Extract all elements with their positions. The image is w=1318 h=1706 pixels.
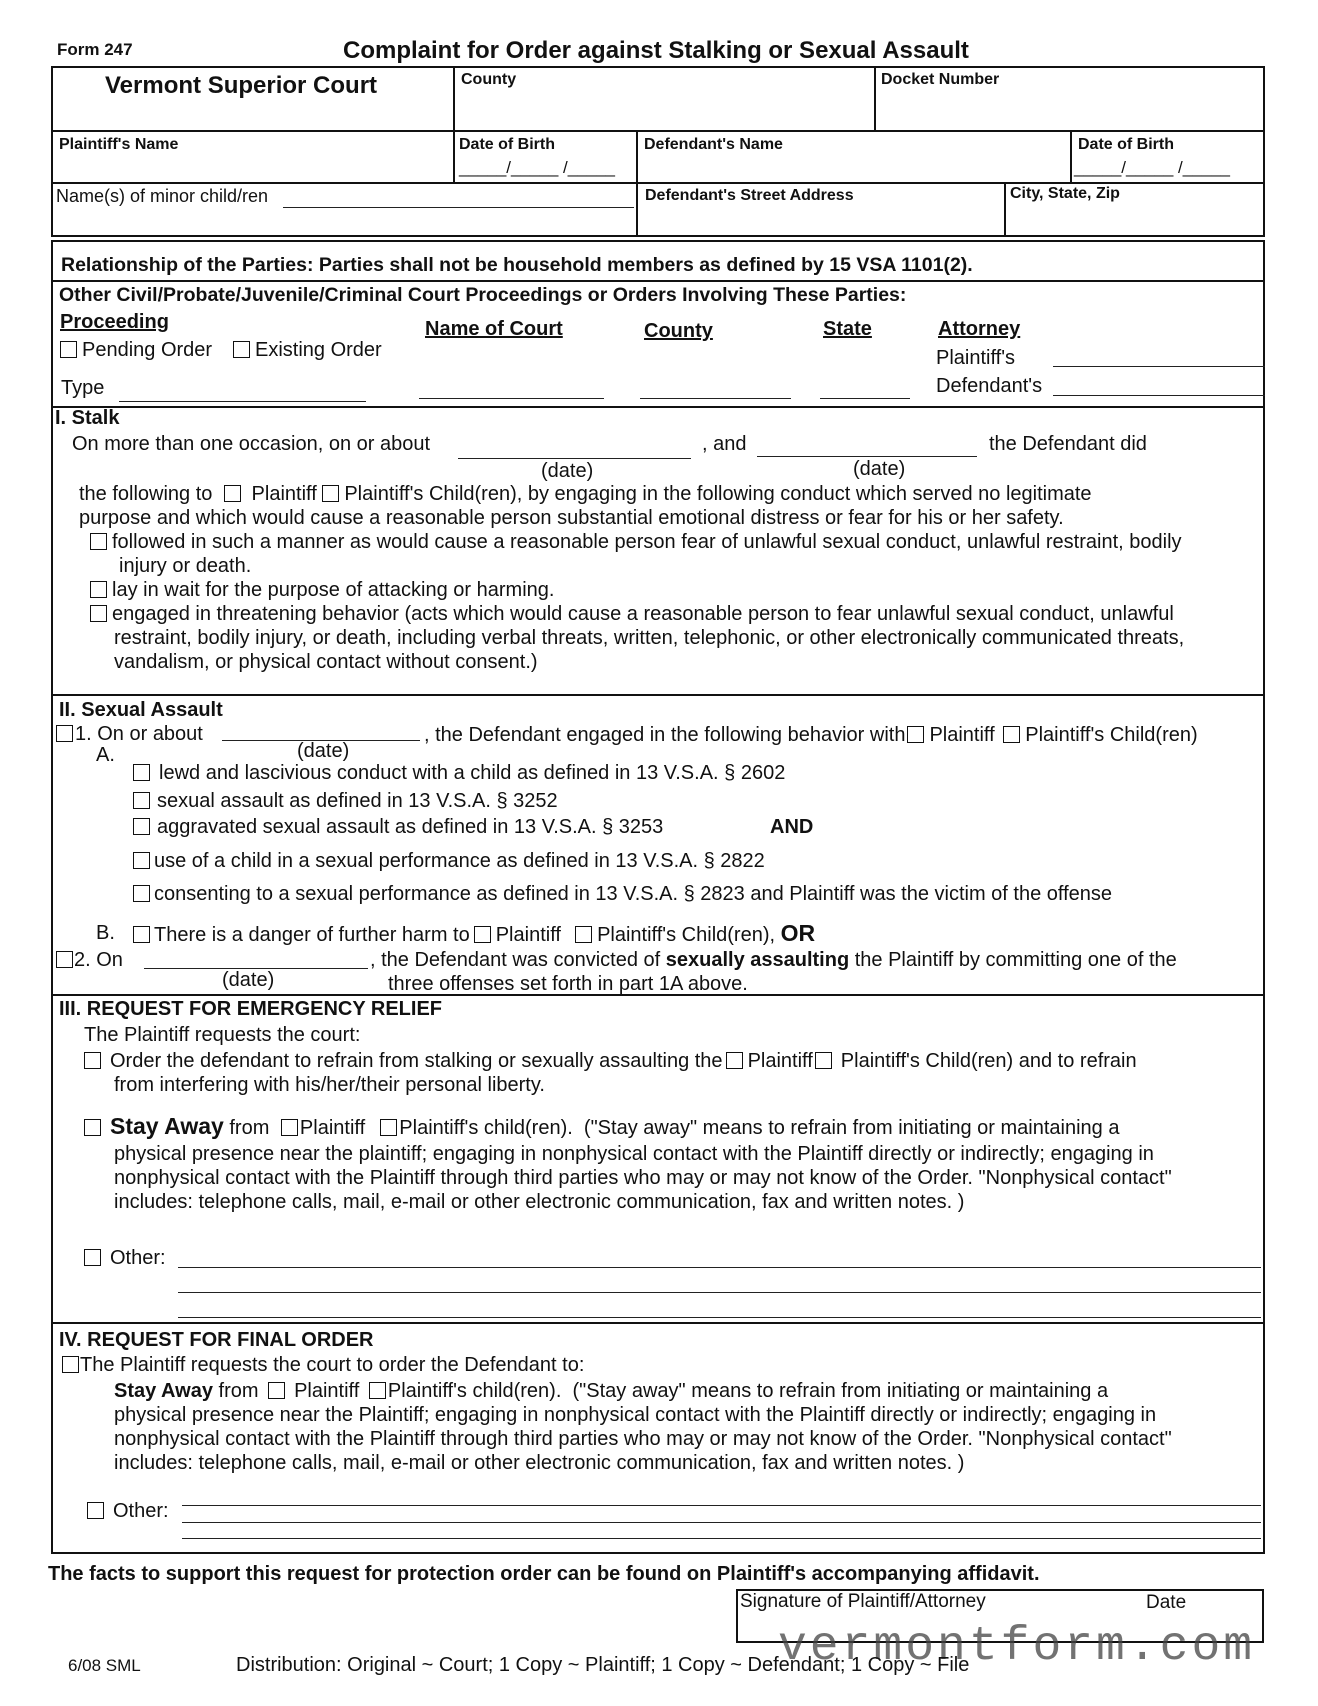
stalk-line1-a: On more than one occasion, on or about <box>72 433 431 455</box>
final-intro-text: The Plaintiff requests the court to order the Defendant to: <box>80 1354 585 1376</box>
conviction-bold: sexually assaulting <box>665 949 850 971</box>
offense-2823-text: consenting to a sexual performance as defined in 13 V.S.A. § 2823 and Plaintiff was the victim of the offense <box>154 883 1113 905</box>
conviction-date-caption: (date) <box>222 969 275 991</box>
offense-3252-text: sexual assault as defined in 13 V.S.A. § 3252 <box>157 790 558 812</box>
offense-3252-checkbox[interactable] <box>133 792 150 809</box>
offense-3253[interactable] <box>133 816 663 839</box>
stalk-option-lay-in-wait[interactable] <box>90 579 554 602</box>
facts-statement: The facts to support this request for protection order can be found on Plaintiff's accompanying affidavit. <box>48 1563 1040 1585</box>
followed-checkbox[interactable] <box>90 533 107 550</box>
stalk-date1-field[interactable] <box>458 458 691 459</box>
stalk-line2-a: the following to <box>79 483 213 505</box>
existing-checkbox[interactable] <box>233 341 250 358</box>
docket-label: Docket Number <box>881 71 1000 88</box>
assault-child-checkbox[interactable] <box>1003 726 1020 743</box>
stalk-line1-c: the Defendant did <box>989 433 1147 455</box>
offense-2602-text: lewd and lascivious conduct with a child as defined in 13 V.S.A. § 2602 <box>159 762 786 784</box>
emergency-stay-away[interactable] <box>84 1113 1119 1140</box>
further-harm-text: There is a danger of further harm to <box>154 924 470 946</box>
refrain-child-checkbox[interactable] <box>815 1052 832 1069</box>
harm-plaintiff-label: Plaintiff <box>495 924 561 946</box>
emergency-other-line-1[interactable] <box>178 1267 1261 1268</box>
refrain-text-cont: from interfering with his/her/their personal liberty. <box>114 1074 545 1096</box>
stay-child-checkbox[interactable] <box>380 1119 397 1136</box>
final-other-checkbox[interactable] <box>87 1502 104 1519</box>
assault-item1[interactable] <box>56 723 203 746</box>
stalk-line3: purpose and which would cause a reasonable person substantial emotional distress or fear for his or her safety. <box>79 507 1064 529</box>
refrain-text: Order the defendant to refrain from stalking or sexually assaulting the <box>110 1050 723 1072</box>
proceeding-label: Proceeding <box>60 311 169 333</box>
form-title: Complaint for Order against Stalking or Sexual Assault <box>343 37 969 64</box>
emergency-other[interactable] <box>84 1247 166 1270</box>
assault-item1-label: 1. On or about <box>75 723 203 745</box>
final-stay-label: Stay Away <box>114 1380 213 1402</box>
offense-2602[interactable] <box>133 762 785 785</box>
emergency-other-line-3[interactable] <box>178 1317 1261 1318</box>
or-label: OR <box>780 920 816 946</box>
relationship-text: Relationship of the Parties: Parties shall not be household members as defined by 15 VSA 1101(2). <box>61 254 973 276</box>
assault-a-label: A. <box>96 744 115 766</box>
refrain-child-text: Plaintiff's Child(ren) and to refrain <box>840 1050 1137 1072</box>
existing-order-option[interactable] <box>233 339 382 362</box>
harm-plaintiff-checkbox[interactable] <box>474 926 491 943</box>
assault-item1-b <box>424 724 1198 747</box>
assault-item1-text: , the Defendant engaged in the following behavior with <box>424 724 906 746</box>
pending-order-option[interactable] <box>60 339 212 362</box>
plaintiff-name-label: Plaintiff's Name <box>59 136 179 153</box>
form-code: 6/08 SML <box>68 1656 141 1675</box>
state-label: State <box>823 318 872 340</box>
type-field[interactable] <box>119 401 366 402</box>
emergency-other-label: Other: <box>110 1247 166 1269</box>
final-other[interactable] <box>87 1500 169 1523</box>
assault-plaintiff-label: Plaintiff <box>929 724 995 746</box>
pending-checkbox[interactable] <box>60 341 77 358</box>
further-harm[interactable] <box>133 920 815 947</box>
stay-child-label: Plaintiff's child(ren). <box>399 1117 573 1139</box>
type-label: Type <box>61 377 105 399</box>
watermark: vermontform.com <box>778 1620 1256 1674</box>
stalk-date2-caption: (date) <box>853 458 906 480</box>
final-other-line-1[interactable] <box>182 1505 1261 1506</box>
plaintiff-dob-label: Date of Birth <box>459 136 555 153</box>
final-plaintiff-label: Plaintiff <box>294 1380 360 1402</box>
stalk-option-threatening[interactable] <box>90 603 1174 626</box>
stay-away-checkbox[interactable] <box>84 1119 101 1136</box>
stalk-heading: I. Stalk <box>55 407 120 429</box>
stalk-date1-caption: (date) <box>541 460 594 482</box>
lay-in-wait-checkbox[interactable] <box>90 581 107 598</box>
assault-item1-checkbox[interactable] <box>56 725 73 742</box>
final-stay-away <box>114 1380 1108 1403</box>
proceeding-county-field[interactable] <box>640 398 791 399</box>
threatening-text: engaged in threatening behavior (acts which would cause a reasonable person to fear unlawful sexual conduct, unlawful <box>112 603 1174 625</box>
further-harm-checkbox[interactable] <box>133 926 150 943</box>
docket-field[interactable] <box>876 92 1261 128</box>
stalk-plaintiff-label: Plaintiff <box>251 483 317 505</box>
threatening-text-cont2: vandalism, or physical contact without consent.) <box>114 651 538 673</box>
stay-away-label: Stay Away <box>110 1113 224 1139</box>
proceedings-heading: Other Civil/Probate/Juvenile/Criminal Court Proceedings or Orders Involving These Parties: <box>59 284 907 306</box>
defendant-address-label: Defendant's Street Address <box>645 187 854 204</box>
signature-date-label: Date <box>1146 1592 1187 1613</box>
final-from-label: from <box>218 1380 259 1402</box>
defendants-attorney-field[interactable] <box>1053 395 1265 396</box>
emergency-intro: The Plaintiff requests the court: <box>84 1024 361 1046</box>
refrain-plaintiff-label: Plaintiff <box>747 1050 813 1072</box>
court-name-field[interactable] <box>419 398 604 399</box>
stalk-line1-b: , and <box>702 433 747 455</box>
proceeding-county-label: County <box>644 320 713 342</box>
final-other-line-2[interactable] <box>182 1522 1261 1523</box>
defendant-dob-label: Date of Birth <box>1078 136 1174 153</box>
final-child-checkbox[interactable] <box>369 1382 386 1399</box>
stalk-plaintiff-checkbox[interactable] <box>224 485 241 502</box>
final-definition-3: nonphysical contact with the Plaintiff through third parties who may or may not know of the Order. "Nonphysical contact" <box>114 1428 1172 1450</box>
court-name: Vermont Superior Court <box>105 72 378 99</box>
defendants-attorney-label: Defendant's <box>936 375 1043 397</box>
final-checkbox[interactable] <box>62 1356 79 1373</box>
offense-3253-checkbox[interactable] <box>133 818 150 835</box>
emergency-other-checkbox[interactable] <box>84 1249 101 1266</box>
refrain-checkbox[interactable] <box>84 1052 101 1069</box>
threatening-text-cont1: restraint, bodily injury, or death, including verbal threats, written, telephonic, or other electronically communicated threats, <box>114 627 1185 649</box>
attorney-label: Attorney <box>938 318 1021 340</box>
court-name-label: Name of Court <box>425 318 563 340</box>
assault-item2-label: 2. On <box>74 949 123 971</box>
offense-2822[interactable] <box>133 850 765 873</box>
followed-text: followed in such a manner as would cause a reasonable person fear of unlawful sexual conduct, unlawful restraint, bodily <box>112 531 1182 553</box>
final-definition-2: physical presence near the Plaintiff; engaging in nonphysical contact with the Plaintiff directly or indirectly; engaging in <box>114 1404 1157 1426</box>
offense-2822-text: use of a child in a sexual performance as defined in 13 V.S.A. § 2822 <box>154 850 765 872</box>
followed-text-cont: injury or death. <box>119 555 252 577</box>
minor-children-field[interactable] <box>283 207 634 208</box>
distribution-line: Distribution: Original ~ Court; 1 Copy ~ Plaintiff; 1 Copy ~ Defendant; 1 Copy ~ File <box>236 1654 970 1676</box>
county-label: County <box>461 71 517 88</box>
plaintiffs-attorney-field[interactable] <box>1053 366 1265 367</box>
plaintiff-dob-field[interactable]: _____/_____ /_____ <box>459 158 615 177</box>
emergency-order-refrain[interactable] <box>84 1050 1137 1073</box>
offense-2602-checkbox[interactable] <box>133 764 150 781</box>
stalk-line2-b: Plaintiff's Child(ren), by engaging in the following conduct which served no legitimate <box>344 483 1092 505</box>
offense-3253-text: aggravated sexual assault as defined in 13 V.S.A. § 3253 <box>157 816 664 838</box>
conviction-text-a: , the Defendant was convicted of <box>370 949 661 971</box>
conviction-text-b: the Plaintiff by committing one of the <box>854 949 1177 971</box>
emergency-heading: III. REQUEST FOR EMERGENCY RELIEF <box>59 998 443 1020</box>
assault-b-label: B. <box>96 922 115 944</box>
assault-plaintiff-checkbox[interactable] <box>907 726 924 743</box>
pending-label: Pending Order <box>82 339 213 361</box>
final-intro[interactable] <box>62 1354 584 1377</box>
city-state-zip-label: City, State, Zip <box>1010 185 1120 202</box>
conviction-text <box>370 949 1177 972</box>
offense-2822-checkbox[interactable] <box>133 852 150 869</box>
final-child-label: Plaintiff's child(ren). <box>387 1380 562 1402</box>
stay-definition-4: includes: telephone calls, mail, e-mail or other electronic communication, fax and written notes. ) <box>114 1191 965 1213</box>
final-heading: IV. REQUEST FOR FINAL ORDER <box>59 1329 374 1351</box>
final-definition-4: includes: telephone calls, mail, e-mail or other electronic communication, fax and written notes. ) <box>114 1452 965 1474</box>
stay-from-label: from <box>229 1117 270 1139</box>
stay-plaintiff-label: Plaintiff <box>299 1117 366 1139</box>
stay-definition-2: physical presence near the plaintiff; engaging in nonphysical contact with the Plaintiff directly or indirectly; engaging in <box>114 1143 1154 1165</box>
assault-heading: II. Sexual Assault <box>59 699 223 721</box>
stalk-line2 <box>79 483 1092 506</box>
stalk-date2-field[interactable] <box>757 456 977 457</box>
final-other-label: Other: <box>113 1500 169 1522</box>
threatening-checkbox[interactable] <box>90 605 107 622</box>
stalk-option-followed[interactable] <box>90 531 1182 554</box>
stay-plaintiff-checkbox[interactable] <box>281 1119 298 1136</box>
plaintiff-name-field[interactable] <box>55 152 450 180</box>
offense-3252[interactable] <box>133 790 558 813</box>
assault-date-caption: (date) <box>297 740 350 762</box>
plaintiffs-attorney-label: Plaintiff's <box>936 347 1016 369</box>
harm-child-checkbox[interactable] <box>575 926 592 943</box>
assault-item2-checkbox[interactable] <box>56 951 73 968</box>
signature-label: Signature of Plaintiff/Attorney <box>740 1591 986 1612</box>
stay-definition-3: nonphysical contact with the Plaintiff through third parties who may or may not know of the Order. "Nonphysical contact" <box>114 1167 1172 1189</box>
assault-child-label: Plaintiff's Child(ren) <box>1025 724 1198 746</box>
emergency-other-line-2[interactable] <box>178 1292 1261 1293</box>
minor-children-label: Name(s) of minor child/ren <box>56 186 269 206</box>
form-number: Form 247 <box>57 40 133 59</box>
existing-label: Existing Order <box>255 339 382 361</box>
assault-item2[interactable] <box>56 949 123 972</box>
offense-2823[interactable] <box>133 883 1112 906</box>
harm-child-label: Plaintiff's Child(ren), <box>597 924 776 946</box>
final-plaintiff-checkbox[interactable] <box>268 1382 285 1399</box>
defendant-dob-field[interactable]: _____/_____ /_____ <box>1074 158 1230 177</box>
and-label: AND <box>770 816 814 838</box>
lay-in-wait-text: lay in wait for the purpose of attacking or harming. <box>112 579 555 601</box>
county-field[interactable] <box>455 92 869 128</box>
stalk-child-checkbox[interactable] <box>322 485 339 502</box>
offense-2823-checkbox[interactable] <box>133 885 150 902</box>
final-definition-1: ("Stay away" means to refrain from initiating or maintaining a <box>572 1380 1109 1402</box>
defendant-name-label: Defendant's Name <box>644 136 783 153</box>
defendant-name-field[interactable] <box>640 152 1066 180</box>
stay-definition-1: ("Stay away" means to refrain from initiating or maintaining a <box>583 1117 1120 1139</box>
final-other-line-3[interactable] <box>182 1538 1261 1539</box>
conviction-text-cont: three offenses set forth in part 1A above. <box>388 973 748 995</box>
state-field[interactable] <box>820 398 910 399</box>
refrain-plaintiff-checkbox[interactable] <box>726 1052 743 1069</box>
